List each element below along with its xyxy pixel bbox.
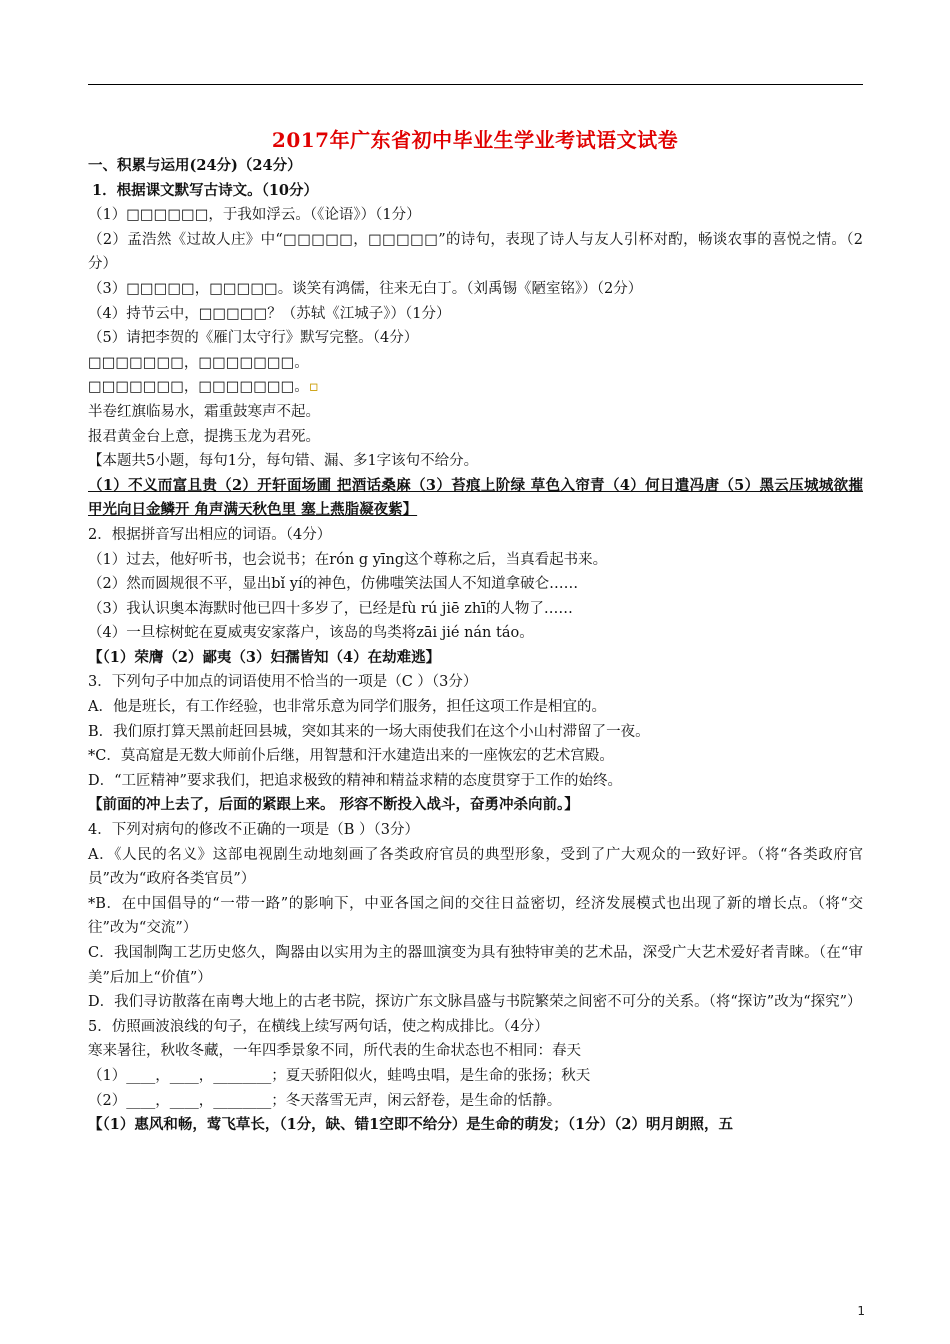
q3-option-d: D．“工匠精神”要求我们，把追求极致的精神和精益求精的态度贯穿于工作的始终。: [88, 772, 622, 789]
q4-option-b: *B．在中国倡导的“一带一路”的影响下，中亚各国之间的交往日益密切，经济发展模式也出现了新的增长点。（将“交往”改为“交流”）: [88, 895, 863, 937]
q1-answer: （1）不义而富且贵（2）开轩面场圃 把酒话桑麻（3）苔痕上阶绿 草色入帘青（4）何日遣冯唐（5）黑云压城城欲摧 甲光向日金鳞开 角声满天秋色里 塞上燕脂凝夜紫】: [88, 476, 863, 519]
exam-body: [88, 154, 863, 1138]
q1-stem: 1．根据课文默写古诗文。（10分）: [92, 181, 319, 199]
q2-item-3: （3）我认识奥本海默时他已四十多岁了，已经是fù rú jiē zhī的人物了……: [88, 600, 573, 617]
poem-line: 报君黄金台上意，提携玉龙为君死。: [88, 428, 320, 445]
q4-option-a: A．《人民的名义》这部电视剧生动地刻画了各类政府官员的典型形象，受到了广大观众的一致好评。（将“各类政府官员”改为“政府各类官员”）: [88, 846, 863, 888]
q5-answer: 【（1）惠风和畅，莺飞草长，（1分，缺、错1空即不给分）是生命的萌发；（1分）（2）明月朗照，五: [88, 1116, 733, 1134]
q3-answer: 【前面的冲上去了，后面的紧跟上来。 形容不断投入战斗，奋勇冲杀向前。】: [88, 796, 579, 814]
q5-stem: 5．仿照画波浪线的句子，在横线上续写两句话，使之构成排比。（4分）: [88, 1018, 549, 1035]
poem-line: □□□□□□□，□□□□□□□。: [88, 354, 309, 371]
q1-note: 【本题共5小题，每句1分，每句错、漏、多1字该句不给分。: [88, 453, 479, 470]
q5-intro: 寒来暑往，秋收冬藏，一年四季景象不同，所代表的生命状态也不相同：春天: [88, 1043, 581, 1060]
q3-option-c: *C．莫高窟是无数大师前仆后继，用智慧和汗水建造出来的一座恢宏的艺术宫殿。: [88, 748, 614, 765]
q1-item-3: （3）□□□□□，□□□□□。谈笑有鸿儒，往来无白丁。（刘禹锡《陋室铭》）（2分）: [88, 280, 643, 297]
q2-stem: 2．根据拼音写出相应的词语。（4分）: [88, 526, 332, 543]
q2-item-1: （1）过去，他好听书，也会说书；在rón g yīng这个尊称之后，当真看起书来。: [88, 551, 608, 568]
q2-answer: 【（1）荣膺（2）鄙夷（3）妇孺皆知（4）在劫难逃】: [88, 648, 441, 666]
q4-option-c: C．我国制陶工艺历史悠久，陶器由以实用为主的器皿演变为具有独特审美的艺术品，深受广大艺术爱好者青睐。（在“审美”后加上“价值”）: [88, 945, 863, 986]
q4-stem: 4．下列对病句的修改不正确的一项是（B ）（3分）: [88, 822, 419, 839]
q3-option-a: A．他是班长，有工作经验，也非常乐意为同学们服务，担任这项工作是相宜的。: [88, 699, 606, 716]
q3-option-b: B．我们原打算天黑前赶回县城，突如其来的一场大雨使我们在这个小山村滞留了一夜。: [88, 723, 650, 740]
page-number: 1: [857, 1304, 865, 1318]
q2-item-2: （2）然而圆规很不平，显出bǐ yí的神色，仿佛嗤笑法国人不知道拿破仑……: [88, 576, 579, 593]
poem-line: 半卷红旗临易水，霜重鼓寒声不起。: [88, 403, 320, 420]
exam-title: 2017年广东省初中毕业生学业考试语文试卷: [271, 128, 679, 152]
q1-item-4: （4）持节云中，□□□□□？（苏轼《江城子》）（1分）: [88, 305, 451, 322]
q5-item-1: （1）____，____，________；夏天骄阳似火，蛙鸣虫唱，是生命的张扬；秋天: [88, 1067, 591, 1084]
q1-item-5: （5）请把李贺的《雁门太守行》默写完整。（4分）: [88, 330, 419, 347]
q5-item-2: （2）____，____，________；冬天落雪无声，闲云舒卷，是生命的恬静。: [88, 1092, 562, 1109]
q2-item-4: （4）一旦棕树蛇在夏威夷安家落户，该岛的鸟类将zāi jié nán táo。: [88, 625, 534, 642]
q1-item-2: （2）孟浩然《过故人庄》中“□□□□□，□□□□□”的诗句，表现了诗人与友人引杯对酌，畅谈农事的喜悦之情。（2分）: [88, 231, 863, 273]
q3-stem: 3．下列句子中加点的词语使用不恰当的一项是（C ）（3分）: [88, 674, 478, 691]
poem-line: □□□□□□□，□□□□□□□。▫: [88, 379, 319, 396]
q4-option-d: D．我们寻访散落在南粤大地上的古老书院，探访广东文脉昌盛与书院繁荣之间密不可分的关系。（将“探访”改为“探究”）: [88, 994, 862, 1011]
header-rule: [88, 84, 863, 85]
q1-item-1: （1）□□□□□□，于我如浮云。（《论语》）（1分）: [88, 207, 421, 224]
section-heading: 一、积累与运用(24分)（24分）: [88, 157, 302, 174]
marker-dot: ▫: [308, 379, 319, 396]
